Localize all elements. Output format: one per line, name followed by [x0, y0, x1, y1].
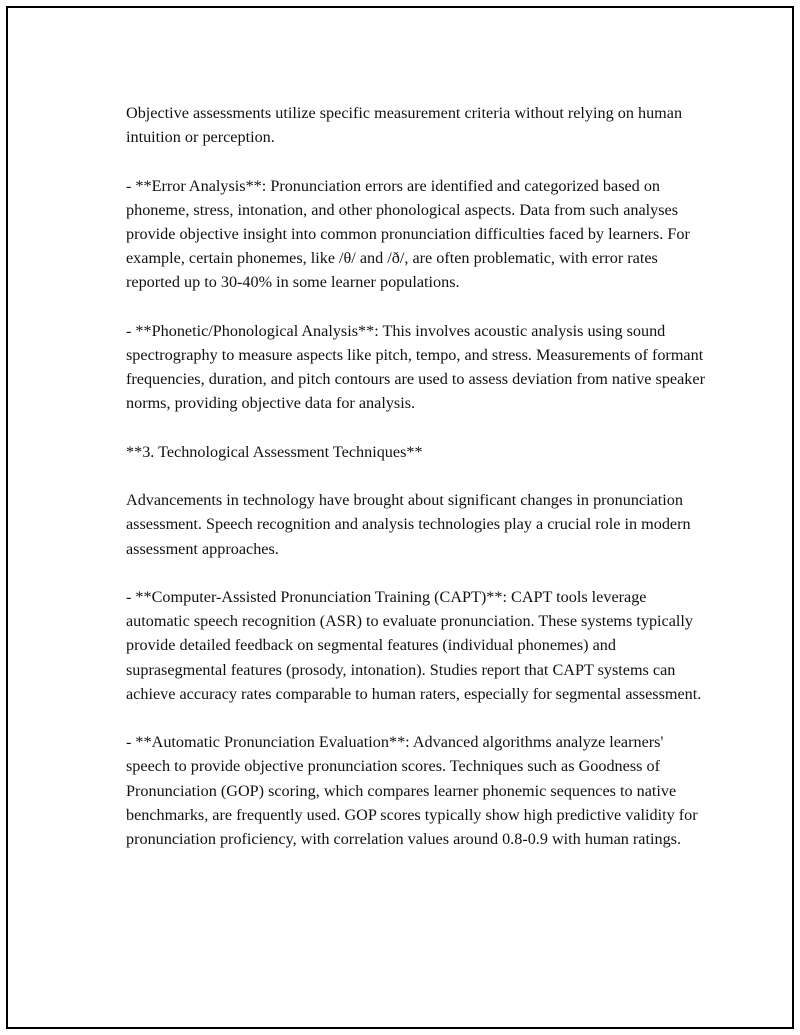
page-frame [6, 6, 794, 1029]
paragraph-capt: - **Computer-Assisted Pronunciation Training (CAPT)**: CAPT tools leverage automatic speech recognition (ASR) to evaluate pronunciation. These systems typically provide detailed feedback on segmental features (individual phonemes) and suprasegmental features (prosody, intonation). Studies report that CAPT systems can achieve accuracy rates comparable to human raters, especially for segmental assessment. [126, 587, 702, 703]
document-body [126, 101, 706, 875]
section-heading: **3. Technological Assessment Techniques** [126, 442, 423, 461]
paragraph-error-analysis: - **Error Analysis**: Pronunciation errors are identified and categorized based on phoneme, stress, intonation, and other phonological aspects. Data from such analyses provide objective insight into common pronunciation difficulties faced by learners. For example, certain phonemes, like /θ/ and /ð/, are often problematic, with error rates reported up to 30-40% in some learner populations. [126, 176, 690, 292]
paragraph-phonetic-analysis: - **Phonetic/Phonological Analysis**: This involves acoustic analysis using sound spectrography to measure aspects like pitch, tempo, and stress. Measurements of formant frequencies, duration, and pitch contours are used to assess deviation from native speaker norms, providing objective data for analysis. [126, 321, 705, 413]
paragraph-technology-intro: Advancements in technology have brought about significant changes in pronunciation assessment. Speech recognition and analysis technologies play a crucial role in modern assessment approaches. [126, 491, 691, 558]
paragraph-automatic-evaluation: - **Automatic Pronunciation Evaluation**: Advanced algorithms analyze learners' speech to provide objective pronunciation scores. Techniques such as Goodness of Pronunciation (GOP) scoring, which compares learner phonemic sequences to native benchmarks, are frequently used. GOP scores typically show high predictive validity for pronunciation proficiency, with correlation values around 0.8-0.9 with human ratings. [126, 733, 698, 848]
paragraph-intro: Objective assessments utilize specific measurement criteria without relying on human intuition or perception. [126, 104, 683, 147]
